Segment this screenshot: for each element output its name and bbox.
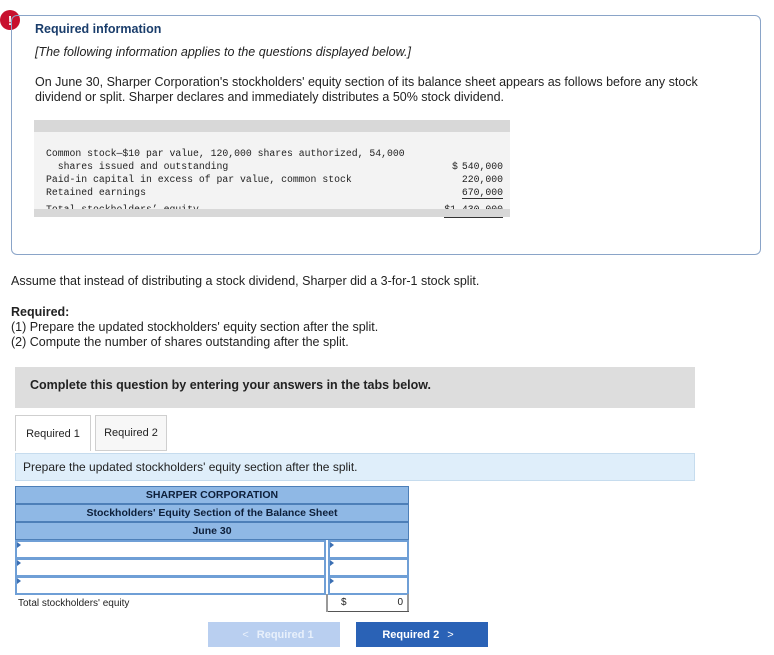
amount-input[interactable] bbox=[328, 558, 409, 577]
date-header: June 30 bbox=[15, 522, 409, 540]
amount-input[interactable] bbox=[328, 576, 409, 595]
dropdown-marker-icon bbox=[330, 560, 334, 566]
tab-required-2[interactable]: Required 2 bbox=[95, 415, 167, 451]
required-heading: Required: bbox=[11, 305, 70, 319]
dropdown-marker-icon bbox=[330, 578, 334, 584]
next-button-label: Required 2 bbox=[382, 628, 440, 641]
row-label-continued: shares issued and outstanding bbox=[46, 161, 229, 172]
table-bottom-bar bbox=[34, 209, 510, 217]
divider bbox=[326, 594, 328, 612]
dollar-sign: $ bbox=[341, 597, 347, 608]
total-label: Total stockholders' equity bbox=[18, 598, 130, 609]
dropdown-marker-icon bbox=[330, 542, 334, 548]
dropdown-marker-icon bbox=[17, 560, 21, 566]
required-info-note: [The following information applies to the questions displayed below.] bbox=[35, 45, 411, 59]
label-input[interactable] bbox=[15, 540, 326, 559]
instructions-banner bbox=[15, 367, 695, 408]
total-row bbox=[15, 594, 409, 612]
table-top-bar bbox=[34, 120, 510, 132]
row-label: Retained earnings bbox=[46, 187, 146, 198]
required-item-2: (2) Compute the number of shares outstanding after the split. bbox=[11, 335, 349, 349]
row-value: 540,000 bbox=[461, 161, 503, 172]
label-input[interactable] bbox=[15, 558, 326, 577]
company-name-header: SHARPER CORPORATION bbox=[15, 486, 409, 504]
required-item-1: (1) Prepare the updated stockholders' equity section after the split. bbox=[11, 320, 379, 334]
tab-instruction bbox=[15, 453, 695, 481]
equity-table bbox=[34, 120, 510, 217]
previous-button-label: Required 1 bbox=[256, 628, 314, 641]
table-row bbox=[15, 576, 409, 595]
required-info-title: Required information bbox=[35, 22, 162, 36]
dollar-sign: $ bbox=[452, 161, 458, 172]
row-value: 670,000 bbox=[461, 187, 503, 198]
chevron-left-icon: < bbox=[242, 628, 249, 641]
next-button[interactable] bbox=[356, 622, 488, 647]
table-row bbox=[15, 558, 409, 577]
tab-required-1[interactable]: Required 1 bbox=[15, 415, 91, 451]
chevron-right-icon: > bbox=[447, 628, 454, 641]
divider bbox=[407, 594, 409, 612]
label-input[interactable] bbox=[15, 576, 326, 595]
previous-button[interactable] bbox=[208, 622, 340, 647]
table-row bbox=[15, 540, 409, 559]
row-label: Common stock—$10 par value, 120,000 shares authorized, 54,000 bbox=[46, 148, 405, 159]
statement-title-header: Stockholders' Equity Section of the Balance Sheet bbox=[15, 504, 409, 522]
required-info-text: On June 30, Sharper Corporation's stockholders' equity section of its balance sheet appears as follows before any stock dividend or split. Sharper declares and immediately distributes a 50% stock dividend. bbox=[35, 75, 698, 104]
dropdown-marker-icon bbox=[17, 542, 21, 548]
row-label: Paid-in capital in excess of par value, common stock bbox=[46, 174, 352, 185]
banner-text: Complete this question by entering your answers in the tabs below. bbox=[30, 378, 431, 392]
row-value: 220,000 bbox=[461, 174, 503, 185]
assumption-text: Assume that instead of distributing a stock dividend, Sharper did a 3-for-1 stock split. bbox=[11, 274, 480, 288]
dropdown-marker-icon bbox=[17, 578, 21, 584]
amount-input[interactable] bbox=[328, 540, 409, 559]
alert-icon: ! bbox=[0, 10, 20, 30]
total-value: 0 bbox=[397, 597, 403, 608]
total-underline bbox=[328, 611, 409, 612]
instruction-text: Prepare the updated stockholders' equity section after the split. bbox=[23, 460, 358, 474]
